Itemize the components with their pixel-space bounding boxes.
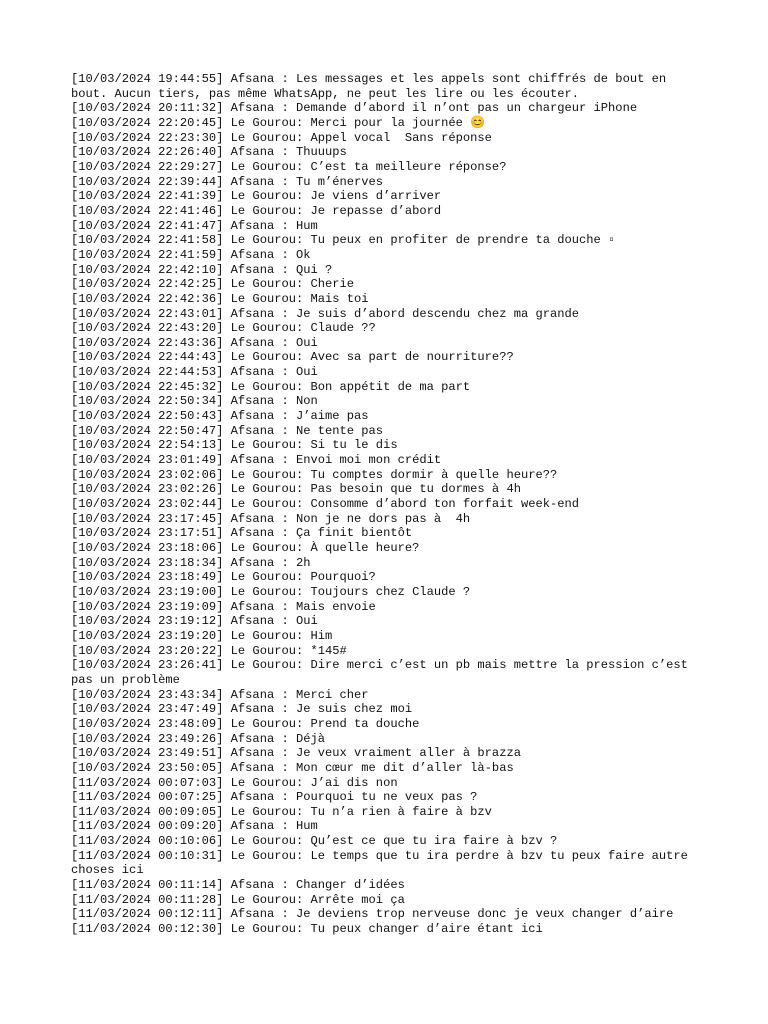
chat-line: [10/03/2024 23:17:51] Afsana : Ça finit bientôt [71, 526, 413, 541]
chat-line: [10/03/2024 23:47:49] Afsana : Je suis chez moi [71, 702, 413, 717]
chat-line: [10/03/2024 22:41:39] Le Gourou: Je viens d’arriver [71, 189, 442, 204]
chat-line: [10/03/2024 19:44:55] Afsana : Les messages et les appels sont chiffrés de bout en bout. Aucun tiers, pas même WhatsApp, ne peut les lire ou les écouter. [71, 72, 674, 101]
chat-line: [10/03/2024 23:02:26] Le Gourou: Pas besoin que tu dormes à 4h [71, 482, 521, 497]
chat-line: [10/03/2024 22:45:32] Le Gourou: Bon appétit de ma part [71, 379, 471, 394]
chat-line: [10/03/2024 23:20:22] Le Gourou: *145# [71, 643, 347, 658]
chat-line: [10/03/2024 23:26:41] Le Gourou: Dire merci c’est un pb mais mettre la pression c’est pas un problème [71, 658, 696, 687]
chat-line: [10/03/2024 23:18:34] Afsana : 2h [71, 555, 311, 570]
chat-line: [10/03/2024 20:11:32] Afsana : Demande d’abord il n’ont pas un chargeur iPhone [71, 101, 638, 116]
chat-line: [10/03/2024 23:48:09] Le Gourou: Prend ta douche [71, 716, 420, 731]
chat-line: [10/03/2024 23:49:51] Afsana : Je veux vraiment aller à brazza [71, 746, 521, 761]
chat-line: [10/03/2024 23:19:12] Afsana : Oui [71, 614, 318, 629]
chat-line: [10/03/2024 22:43:20] Le Gourou: Claude ?? [71, 321, 376, 336]
chat-line: [10/03/2024 22:50:34] Afsana : Non [71, 394, 318, 409]
chat-line: [10/03/2024 22:50:43] Afsana : J’aime pas [71, 409, 369, 424]
chat-line: [11/03/2024 00:07:03] Le Gourou: J’ai dis non [71, 775, 398, 790]
chat-line: [10/03/2024 22:54:13] Le Gourou: Si tu le dis [71, 438, 398, 453]
chat-line: [11/03/2024 00:07:25] Afsana : Pourquoi tu ne veux pas ? [71, 790, 478, 805]
chat-line: [10/03/2024 23:50:05] Afsana : Mon cœur me dit d’aller là-bas [71, 760, 514, 775]
chat-line: [10/03/2024 22:50:47] Afsana : Ne tente pas [71, 423, 384, 438]
chat-line: [10/03/2024 23:17:45] Afsana : Non je ne dors pas à 4h [71, 511, 471, 526]
chat-line: [11/03/2024 00:09:20] Afsana : Hum [71, 819, 318, 834]
chat-line: [10/03/2024 23:19:20] Le Gourou: Him [71, 628, 333, 643]
chat-line: [10/03/2024 23:18:49] Le Gourou: Pourquoi? [71, 570, 376, 585]
chat-line: [10/03/2024 22:42:10] Afsana : Qui ? [71, 262, 333, 277]
chat-line: [11/03/2024 00:10:06] Le Gourou: Qu’est ce que tu ira faire à bzv ? [71, 834, 558, 849]
chat-line: [10/03/2024 23:19:09] Afsana : Mais envoie [71, 599, 376, 614]
chat-line: [10/03/2024 22:39:44] Afsana : Tu m’énerves [71, 174, 384, 189]
chat-line: [10/03/2024 23:02:06] Le Gourou: Tu comptes dormir à quelle heure?? [71, 467, 558, 482]
chat-line: [10/03/2024 22:44:43] Le Gourou: Avec sa part de nourriture?? [71, 350, 514, 365]
chat-line: [10/03/2024 22:43:36] Afsana : Oui [71, 335, 318, 350]
chat-line: [11/03/2024 00:10:31] Le Gourou: Le temps que tu ira perdre à bzv tu peux faire autre choses ici [71, 848, 696, 878]
chat-line: [10/03/2024 22:41:46] Le Gourou: Je repasse d’abord [71, 203, 442, 218]
chat-line: [10/03/2024 23:02:44] Le Gourou: Consomme d’abord ton forfait week-end [71, 497, 580, 512]
chat-line: [10/03/2024 22:44:53] Afsana : Oui [71, 365, 318, 380]
chat-line: [11/03/2024 00:11:28] Le Gourou: Arrête moi ça [71, 892, 405, 907]
chat-line: [10/03/2024 22:26:40] Afsana : Thuuups [71, 145, 347, 160]
chat-log [71, 72, 701, 937]
chat-line: [11/03/2024 00:12:30] Le Gourou: Tu peux changer d’aire étant ici [71, 922, 543, 937]
chat-line: [10/03/2024 22:41:47] Afsana : Hum [71, 218, 318, 233]
chat-line: [10/03/2024 23:43:34] Afsana : Merci cher [71, 687, 369, 702]
chat-line: [10/03/2024 22:23:30] Le Gourou: Appel vocal Sans réponse [71, 130, 492, 145]
chat-line: [10/03/2024 23:19:00] Le Gourou: Toujours chez Claude ? [71, 584, 471, 599]
chat-line: [11/03/2024 00:11:14] Afsana : Changer d’idées [71, 878, 405, 893]
chat-line: [10/03/2024 22:42:25] Le Gourou: Cherie [71, 277, 355, 292]
chat-line: [10/03/2024 23:01:49] Afsana : Envoi moi mon crédit [71, 453, 442, 468]
chat-line: [10/03/2024 22:42:36] Le Gourou: Mais toi [71, 291, 369, 306]
chat-line: [10/03/2024 23:49:26] Afsana : Déjà [71, 731, 326, 746]
chat-line: [10/03/2024 22:41:58] Le Gourou: Tu peux en profiter de prendre ta douche ▫ [71, 233, 616, 248]
chat-line: [10/03/2024 22:41:59] Afsana : Ok [71, 247, 311, 262]
chat-line: [10/03/2024 23:18:06] Le Gourou: À quelle heure? [71, 541, 420, 555]
chat-line: [10/03/2024 22:43:01] Afsana : Je suis d’abord descendu chez ma grande [71, 306, 580, 321]
chat-line: [11/03/2024 00:12:11] Afsana : Je deviens trop nerveuse donc je veux changer d’aire [71, 907, 674, 922]
chat-line: [10/03/2024 22:20:45] Le Gourou: Merci pour la journée 😊 [71, 115, 486, 130]
chat-line: [11/03/2024 00:09:05] Le Gourou: Tu n’a rien à faire à bzv [71, 804, 492, 819]
chat-line: [10/03/2024 22:29:27] Le Gourou: C’est ta meilleure réponse? [71, 159, 507, 174]
